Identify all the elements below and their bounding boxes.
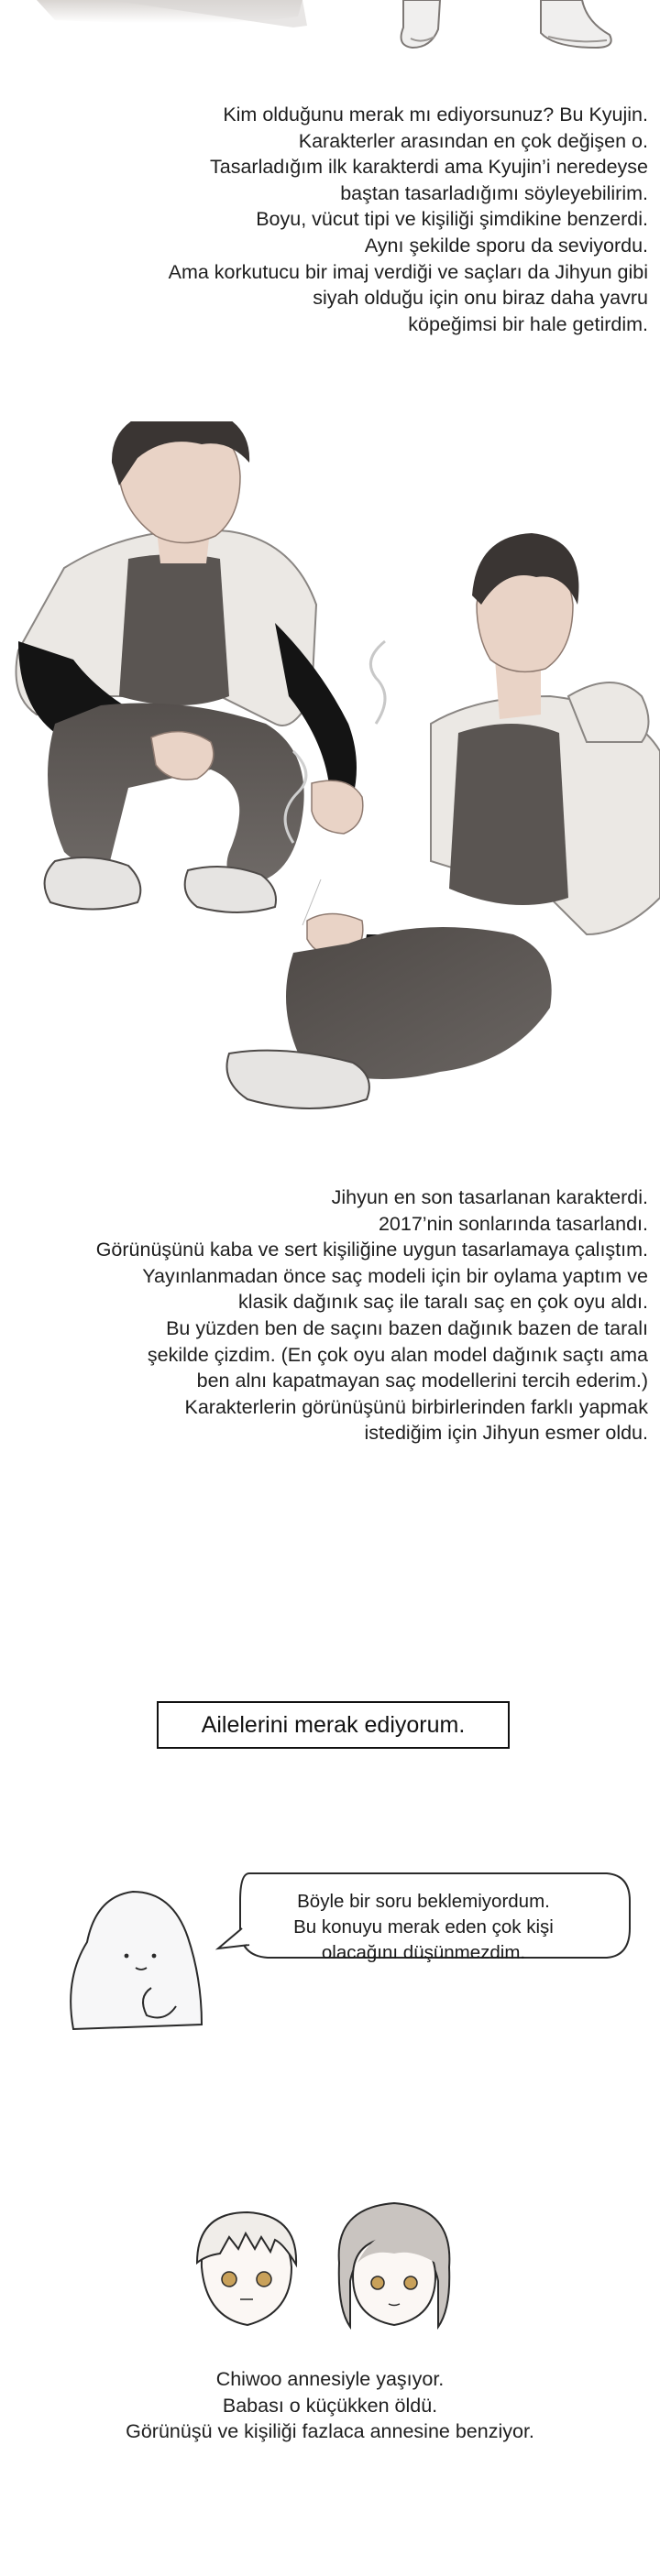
jihyun-line: Jihyun en son tasarlanan karakterdi. [331, 1186, 648, 1208]
question-box [157, 1701, 510, 1749]
jihyun-line: klasik dağınık saç ile taralı saç en çok oyu aldı. [238, 1291, 648, 1314]
kyujin-line: Aynı şekilde sporu da seviyordu. [364, 234, 648, 257]
kyujin-line: Tasarladığım ilk karakterdi ama Kyujin’i neredeyse [210, 156, 648, 179]
sneakers-icon [402, 0, 611, 48]
kyujin-line: baştan tasarladığımı söyleyebilirim. [340, 181, 648, 204]
jihyun-line: istediğim için Jihyun esmer oldu. [364, 1422, 648, 1445]
jihyun-line: Bu yüzden ben de saçını bazen dağınık bazen de taralı [166, 1316, 648, 1339]
jihyun-line: Yayınlanmadan önce saç modeli için bir oylama yaptım ve [142, 1264, 648, 1287]
author-mascot [64, 1869, 220, 2034]
jihyun-line: Görünüşünü kaba ve sert kişiliğine uygun tasarlamaya çalıştım. [95, 1239, 648, 1261]
jihyun-line: şekilde çizdim. (En çok oyu alan model dağınık saçtı ama [147, 1343, 648, 1366]
kyujin-line: köpeğimsi bir hale getirdim. [408, 312, 648, 335]
bubble-line: Böyle bir soru beklemiyordum. [297, 1891, 550, 1912]
bubble-line: olacağını düşünmezdim. [321, 1942, 526, 1963]
jihyun-line: Karakterlerin görünüşünü birbirlerinden farklı yapmak [184, 1395, 648, 1418]
kyujin-line: siyah olduğu için onu biraz daha yavru [313, 287, 648, 310]
chiwoo-description [0, 2366, 660, 2445]
chiwoo-line: Chiwoo annesiyle yaşıyor. [215, 2368, 445, 2390]
kyujin-line: Karakterler arasından en çok değişen o. [298, 129, 648, 152]
jihyun-line: ben alnı kapatmayan saç modellerini tercih ederim.) [196, 1370, 648, 1392]
chiwoo-chibi-icon [197, 2212, 296, 2325]
jihyun-line: 2017’nin sonlarında tasarlandı. [378, 1212, 648, 1235]
jihyun-description [6, 1184, 648, 1446]
kyujin-line: Kim olduğunu merak mı ediyorsunuz? Bu Kyujin. [223, 104, 648, 126]
characters-illustration [0, 421, 660, 1145]
bubble-line: Bu konuyu merak eden çok kişi [293, 1916, 554, 1937]
kyujin-description [6, 102, 648, 337]
chiwoo-line: Babası o küçükken öldü. [222, 2394, 438, 2417]
speech-bubble-text [231, 1889, 616, 1966]
kyujin-line: Ama korkutucu bir imaj verdiği ve saçları da Jihyun gibi [168, 260, 648, 283]
chiwoo-family-illustration [183, 2199, 477, 2345]
author-mascot-icon [64, 1869, 220, 2034]
top-shoes-illustration [0, 0, 660, 57]
kyujin-line: Boyu, vücut tipi ve kişiliği şimdikine benzerdi. [256, 208, 648, 231]
chiwoo-line: Görünüşü ve kişiliği fazlaca annesine benziyor. [126, 2420, 534, 2443]
chiwoo-mother-chibi-icon [339, 2203, 450, 2327]
question-label: Ailelerini merak ediyorum. [201, 1711, 466, 1738]
kyujin-character-icon [16, 421, 363, 912]
